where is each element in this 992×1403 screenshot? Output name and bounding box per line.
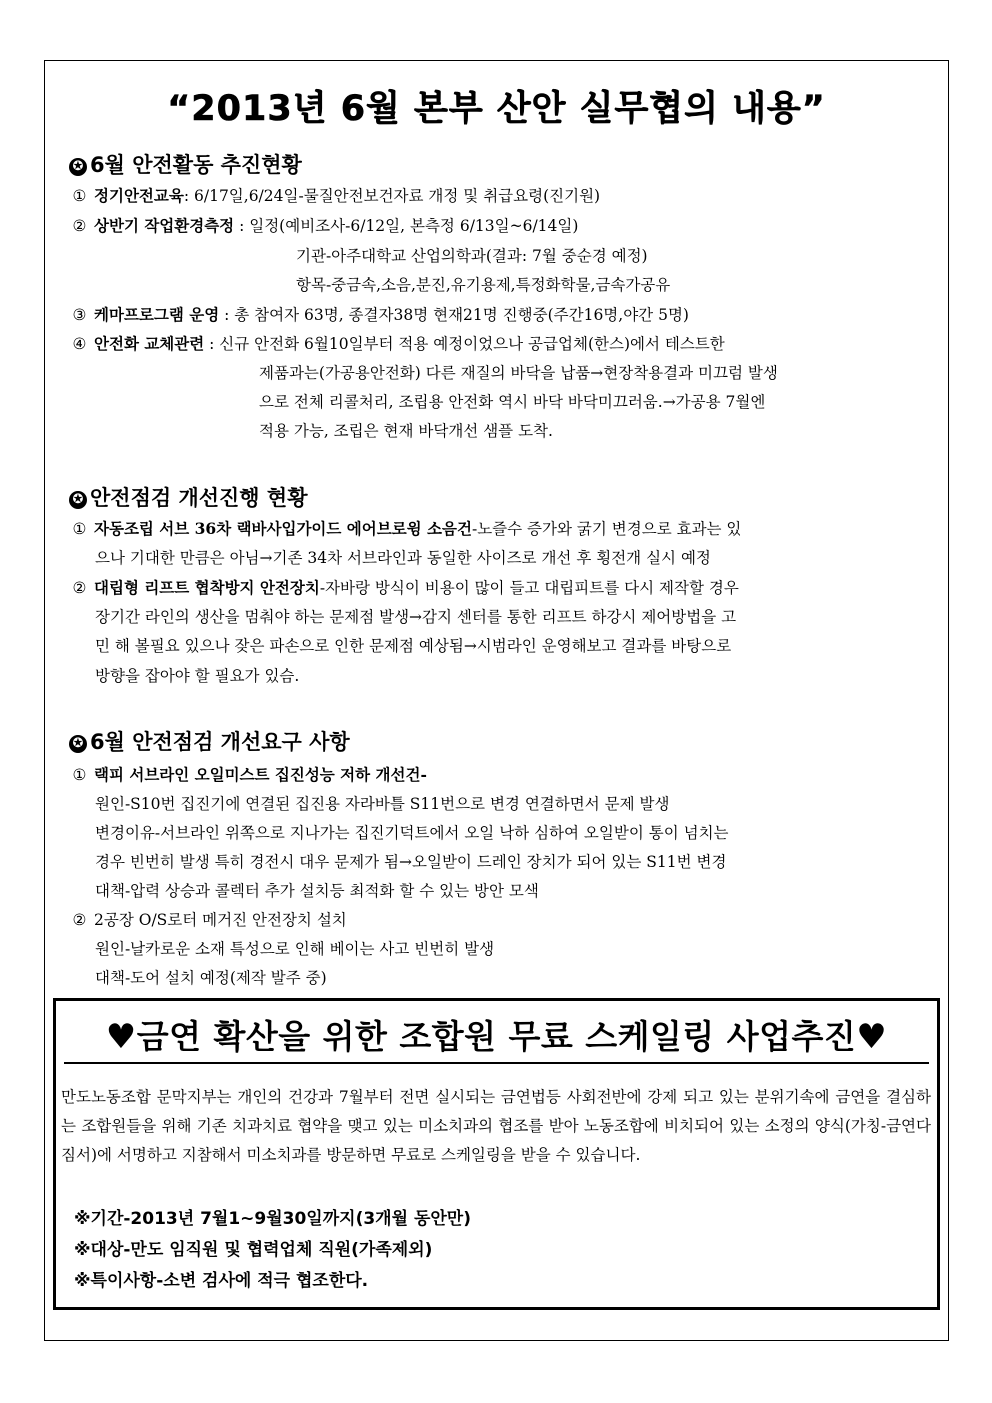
notice-body: 만도노동조합 문막지부는 개인의 건강과 7월부터 전면 실시되는 금연법등 사회전반에 강제 되고 있는 분위기속에 금연을 결심하는 조합원들을 위해 기존 치과치료 협약을 맺고 있는 미소치과의 협조를 받아 노동조합에 비치되어 있는 소정의 양식(가칭-금연다짐서)에 서명하고 지참해서 미소치과를 방문하면 무료로 스케일링을 받을 수 있습니다. — [61, 1088, 931, 1164]
list-item-continuation: 으로 전체 리콜처리, 조립용 안전화 역시 바닥 바닥미끄러움.→가공용 7월엔 — [259, 393, 766, 411]
star-circle-icon: ✪ — [69, 491, 87, 509]
list-item: ① 정기안전교육: 6/17일,6/24일-물질안전보건자료 개정 및 취급요령(진기원) — [72, 186, 601, 205]
heart-icon: ♥ — [105, 1017, 137, 1057]
list-item-continuation: 제품과는(가공용안전화) 다른 재질의 바닥을 납품→현장착용결과 미끄럼 발생 — [259, 364, 778, 382]
list-item: ② 2공장 O/S로터 메거진 안전장치 설치 — [72, 911, 347, 929]
notice-box — [53, 998, 940, 1310]
notice-period: ※기간-2013년 7월1~9월30일까지(3개월 동안만) — [74, 1209, 471, 1229]
list-item-continuation: 변경이유-서브라인 위쪽으로 지나가는 집진기덕트에서 오일 낙하 심하여 오일받이 통이 넘치는 — [95, 824, 729, 842]
list-item-continuation: 적용 가능, 조립은 현재 바닥개선 샘플 도착. — [259, 422, 553, 440]
list-item-continuation: 원인-S10번 집진기에 연결된 집진용 자라바틀 S11번으로 변경 연결하면서 문제 발생 — [95, 795, 670, 813]
notice-target: ※대상-만도 임직원 및 협력업체 직원(가족제외) — [74, 1240, 433, 1260]
list-item-continuation: 항목-중금속,소음,분진,유기용제,특정화학물,금속가공유 — [296, 276, 671, 294]
star-circle-icon: ✪ — [69, 158, 87, 176]
list-item-continuation: 원인-날카로운 소재 특성으로 인해 베이는 사고 빈번히 발생 — [95, 940, 495, 958]
list-item-continuation: 장기간 라인의 생산을 멈춰야 하는 문제점 발생→감지 센터를 통한 리프트 하강시 제어방법을 고 — [95, 608, 737, 626]
section-heading-activities: ✪ 6월 안전활동 추진현황 — [69, 149, 302, 179]
list-item-continuation: 방향을 잡아야 할 필요가 있슴. — [95, 667, 300, 685]
list-item: ② 대립형 리프트 협착방지 안전장치-자바랑 방식이 비용이 많이 들고 대립피트를 다시 제작할 경우 — [72, 578, 739, 597]
heart-icon: ♥ — [856, 1017, 888, 1057]
star-circle-icon: ✪ — [69, 735, 87, 753]
list-item: ① 자동조립 서브 36차 랙바사입가이드 에어브로윙 소음건-노즐수 증가와 굵기 변경으로 효과는 있 — [72, 519, 742, 538]
page-title: “2013년 6월 본부 산안 실무협의 내용” — [167, 89, 826, 129]
list-item: ③ 케마프로그램 운영 : 총 참여자 63명, 종결자38명 현재21명 진행중(주간16명,야간 5명) — [72, 305, 689, 324]
notice-title: ♥금연 확산을 위한 조합원 무료 스케일링 사업추진♥ — [64, 1011, 929, 1064]
list-item: ② 상반기 작업환경측정 : 일정(예비조사-6/12일, 본측정 6/13일~6/14일) — [72, 216, 579, 235]
list-item-continuation: 대책-압력 상승과 콜렉터 추가 설치등 최적화 할 수 있는 방안 모색 — [95, 882, 539, 900]
section-heading-inspection-progress: ✪ 안전점검 개선진행 현황 — [69, 482, 307, 512]
list-item-continuation: 대책-도어 설치 예정(제작 발주 중) — [95, 969, 327, 987]
list-item: ① 랙피 서브라인 오일미스트 집진성능 저하 개선건- — [72, 765, 427, 784]
document-frame — [44, 60, 949, 1341]
list-item-continuation: 으나 기대한 만큼은 아님→기존 34차 서브라인과 동일한 사이즈로 개선 후 횡전개 실시 예정 — [95, 549, 711, 567]
notice-special: ※특이사항-소변 검사에 적극 협조한다. — [74, 1271, 369, 1291]
list-item-continuation: 기관-아주대학교 산업의학과(결과: 7월 중순경 예정) — [296, 247, 648, 265]
list-item-continuation: 민 해 볼필요 있으나 잦은 파손으로 인한 문제점 예상됨→시범라인 운영해보고 결과를 바탕으로 — [95, 637, 732, 655]
list-item-continuation: 경우 빈번히 발생 특히 경전시 대우 문제가 됨→오일받이 드레인 장치가 되어 있는 S11번 변경 — [95, 853, 727, 871]
section-heading-improvement-requests: ✪ 6월 안전점검 개선요구 사항 — [69, 726, 350, 756]
list-item: ④ 안전화 교체관련 : 신규 안전화 6월10일부터 적용 예정이었으나 공급업체(한스)에서 테스트한 — [72, 334, 725, 353]
